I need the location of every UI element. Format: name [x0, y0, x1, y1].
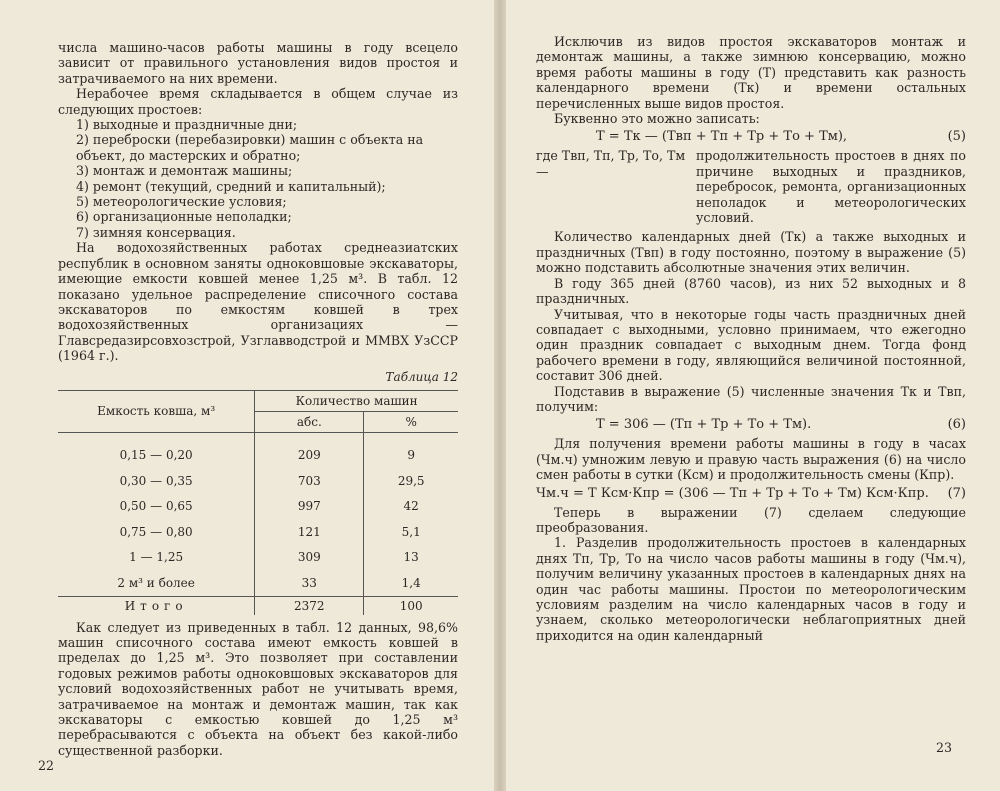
left-page [0, 0, 494, 791]
page-number: 23 [936, 740, 953, 755]
table-cell: 2 м³ и более [58, 570, 255, 596]
table-cell: 0,75 — 0,80 [58, 519, 255, 545]
table-total-row [58, 596, 458, 615]
paragraph: Для получения времени работы машины в году в часах (Чм.ч) умножим левую и правую часть выражения (6) на число смен работы в сутки (Ксм) и продолжительность смены (Кпр). [536, 436, 966, 483]
table-row [58, 570, 458, 596]
paragraph: На водохозяйственных работах среднеазиатских республик в основном заняты одноковшовые экскаваторы, имеющие емкости ковшей менее 1,25 м³. В табл. 12 показано удельное распределение списочного состава экскаваторов по емкостям ковшей в трех водохозяйственных организациях — Главсредазирсовхозстрой, Узглавводстрой и ММВХ УзССР (1964 г.). [58, 240, 458, 364]
table-cell: 703 [255, 468, 364, 494]
table-cell: 1,4 [401, 575, 421, 590]
table-cell: 309 [255, 545, 364, 571]
table-cell: 2372 [255, 596, 364, 615]
paragraph: Буквенно это можно записать: [554, 111, 760, 127]
formula-text: Чм.ч = Т Ксм·Кпр = (306 — Тп + Тр + То + Тм) Ксм·Кпр. [536, 485, 929, 501]
list-item: 1) выходные и праздничные дни; [76, 117, 298, 133]
table-cell: 0,30 — 0,35 [58, 468, 255, 494]
list-item: 6) организационные неполадки; [76, 209, 292, 225]
table-cell: 0,15 — 0,20 [58, 443, 255, 469]
formula-text: Т = Тк — (Твп + Тп + Тр + То + Тм), [596, 129, 848, 145]
table-cell: Итого [58, 596, 255, 615]
page-number: 22 [38, 758, 55, 773]
table-row [58, 519, 458, 545]
paragraph: 1. Разделив продолжительность простоев в календарных днях Тп, Тр, То на число часов работы машины в году (Чм.ч), получим величину указанных простоев в календарных днях на один час работы машины. Простои по метеорологическим условиям разделим на число календарных часов в году и узнаем, сколько метеорологически неблагоприятных дней приходится на один календарный [536, 535, 966, 643]
column-header-count: Количество машин [255, 390, 458, 411]
table-cell: 33 [255, 570, 364, 596]
column-header-capacity: Емкость ковша, м³ [58, 390, 255, 432]
column-header-abs: абс. [255, 411, 364, 432]
table-row [58, 468, 458, 494]
list-item: 5) метеорологические условия; [76, 194, 287, 210]
table-cell: 209 [255, 443, 364, 469]
book-gutter [494, 0, 506, 791]
list-item: 3) монтаж и демонтаж машины; [76, 163, 293, 179]
table-cell: 5,1 [401, 524, 421, 539]
table-cell: 42 [403, 499, 419, 514]
excavator-table [58, 390, 458, 615]
legend-symbols: где Твп, Тп, Тр, То, Тм — [536, 148, 686, 179]
formula-legend [536, 148, 966, 225]
paragraph: Как следует из приведенных в табл. 12 данных, 98,6% машин списочного состава имеют емкость ковшей в пределах до 1,25 м³. Это позволяет при составлении годовых режимов работы одноковшовых экскаваторов для условий водохозяйственных работ не учитывать время, затрачиваемое на монтаж и демонтаж машин, так как экскаваторы с емкостью ковшей до 1,25 м³ перебрасываются с объекта на объект без какой-либо существенной разборки. [58, 619, 458, 758]
table-cell: 13 [403, 550, 419, 565]
paragraph: Нерабочее время складывается в общем случае из следующих простоев: [58, 86, 458, 117]
table-cell: 997 [255, 494, 364, 520]
list-item: 7) зимняя консервация. [76, 224, 236, 240]
table-row [58, 494, 458, 520]
table-cell: 100 [364, 596, 458, 615]
list-item: 2) переброски (перебазировки) машин с объекта на объект, до мастерских и обратно; [76, 132, 424, 163]
formula-6 [536, 416, 966, 434]
formula-number: (7) [947, 485, 966, 501]
formula-7 [536, 485, 966, 503]
paragraph: Учитывая, что в некоторые годы часть праздничных дней совпадает с выходными, условно принимаем, что ежегодно один праздник совпадает с выходным днем. Тогда фонд рабочего времени в году, являющийся величиной постоянной, составит 306 дней. [536, 306, 966, 384]
column-header-pct: % [364, 411, 458, 432]
table-cell: 9 [407, 448, 415, 463]
formula-5 [536, 128, 966, 146]
table-cell: 0,50 — 0,65 [58, 494, 255, 520]
formula-number: (5) [947, 129, 966, 145]
paragraph: Количество календарных дней (Тк) а также выходных и праздничных (Твп) в году постоянно, поэтому в выражение (5) можно подставить абсолютные значения этих величин. [536, 229, 966, 276]
table-cell: 121 [255, 519, 364, 545]
paragraph: числа машино-часов работы машины в году всецело зависит от правильного установления видов простоя и затрачиваемого на них времени. [58, 40, 458, 86]
table-row [58, 443, 458, 469]
table-caption: Таблица 12 [385, 369, 458, 384]
formula-number: (6) [947, 417, 966, 433]
right-page [506, 0, 1000, 791]
paragraph: Исключив из видов простоя экскаваторов монтаж и демонтаж машины, а также зимнюю консервацию, можно время работы машины в году (Т) представить как разность календарного времени (Тк) и времени остальных перечисленных выше видов простоя. [536, 34, 966, 111]
downtime-list [58, 117, 458, 240]
paragraph: Подставив в выражение (5) численные значения Тк и Твп, получим: [536, 383, 966, 414]
legend-description: продолжительность простоев в днях по причине выходных и праздников, переброcок, ремонта, организационных неполадок и метеорологических условий. [696, 148, 966, 226]
table-cell: 1 — 1,25 [58, 545, 255, 571]
paragraph: В году 365 дней (8760 часов), из них 52 выходных и 8 праздничных. [536, 275, 966, 307]
formula-text: Т = 306 — (Тп + Тр + То + Тм). [596, 417, 812, 433]
list-item: 4) ремонт (текущий, средний и капитальный); [76, 178, 386, 194]
table-row [58, 545, 458, 571]
paragraph: Теперь в выражении (7) сделаем следующие преобразования. [536, 504, 966, 535]
table-cell: 29,5 [397, 473, 425, 488]
